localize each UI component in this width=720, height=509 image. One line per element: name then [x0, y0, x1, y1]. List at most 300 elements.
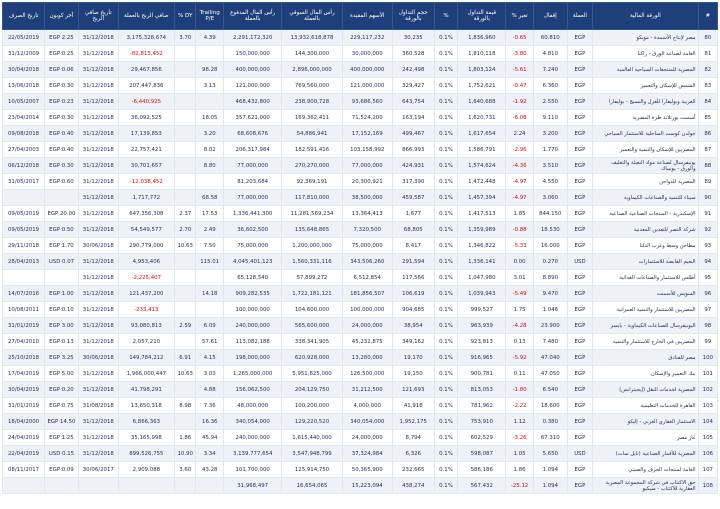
table-cell: 31/12/2018: [78, 334, 118, 350]
table-cell: 30/04/2018: [3, 62, 45, 78]
table-cell: 113,082,188: [224, 334, 282, 350]
table-cell: EGP 0.50: [45, 222, 79, 238]
table-cell: 1,200,000,000: [282, 238, 342, 254]
table-cell: -2,225,407: [118, 270, 174, 286]
table-row[interactable]: [3, 110, 718, 126]
table-cell: 1,617,654: [458, 126, 506, 142]
table-cell: 100: [698, 350, 717, 366]
table-cell: 17.53: [196, 206, 224, 222]
table-cell: 09/05/2019: [3, 222, 45, 238]
table-row[interactable]: [3, 334, 718, 350]
table-cell: 09/05/2019: [3, 206, 45, 222]
table-cell: 0.1%: [434, 142, 458, 158]
table-cell: 80: [698, 30, 717, 46]
table-cell: 909,282,535: [224, 286, 282, 302]
table-cell: 29/11/2018: [3, 238, 45, 254]
table-row[interactable]: [3, 398, 718, 414]
table-cell: EGP 0.13: [45, 334, 79, 350]
table-cell: 30/06/2017: [78, 462, 118, 478]
table-cell: 10.63: [174, 366, 195, 382]
table-row[interactable]: [3, 238, 718, 254]
table-cell: EGP: [567, 46, 593, 62]
table-cell: 107: [698, 462, 717, 478]
table-cell: 17,152,169: [342, 126, 392, 142]
table-cell: EGP 0.23: [45, 94, 79, 110]
table-cell: USD 0.15: [45, 446, 79, 462]
table-cell: 400,000,000: [342, 62, 392, 78]
table-cell: -4.36: [506, 158, 534, 174]
table-cell: EGP: [567, 174, 593, 190]
table-cell: 22/05/2019: [3, 30, 45, 46]
table-cell: 125,914,750: [282, 462, 342, 478]
table-cell: 31/12/2018: [78, 270, 118, 286]
column-header[interactable]: حجم التداول بالورقة: [392, 3, 434, 30]
table-cell: 38,500,000: [342, 190, 392, 206]
table-cell: 22,757,421: [118, 142, 174, 158]
table-row[interactable]: [3, 94, 718, 110]
table-row[interactable]: [3, 270, 718, 286]
table-cell: 45.94: [196, 430, 224, 446]
security-name-cell: المصرية للأقمار الصناعية (نايل سات): [593, 446, 698, 462]
table-cell: 844.150: [533, 206, 567, 222]
table-cell: [3, 190, 45, 206]
column-header[interactable]: إقفال: [533, 3, 567, 30]
table-cell: 240,000,000: [224, 318, 282, 334]
table-cell: -5.49: [506, 286, 534, 302]
table-cell: -12,038,452: [118, 174, 174, 190]
security-name-cell: أسمنت بورتلاند طرة المصرية: [593, 110, 698, 126]
table-cell: 8.02: [196, 142, 224, 158]
table-cell: EGP: [567, 206, 593, 222]
table-cell: 83: [698, 78, 717, 94]
table-cell: 0.1%: [434, 46, 458, 62]
table-cell: 0.1%: [434, 334, 458, 350]
table-cell: 2.550: [533, 94, 567, 110]
table-cell: 400,000,000: [224, 62, 282, 78]
table-cell: 31,968,497: [224, 478, 282, 494]
table-cell: 102: [698, 382, 717, 398]
table-cell: EGP: [567, 78, 593, 94]
table-cell: 16.36: [196, 414, 224, 430]
table-cell: 24,000,000: [342, 318, 392, 334]
table-cell: EGP: [567, 30, 593, 46]
table-cell: 115.01: [196, 254, 224, 270]
table-cell: EGP 0.10: [45, 302, 79, 318]
table-header-row: [3, 3, 718, 30]
table-cell: [174, 478, 195, 494]
table-cell: 09/08/2018: [3, 126, 45, 142]
table-cell: -5.92: [506, 350, 534, 366]
table-cell: EGP 3.00: [45, 318, 79, 334]
table-cell: 0.1%: [434, 206, 458, 222]
table-row[interactable]: [3, 62, 718, 78]
table-cell: 90: [698, 190, 717, 206]
table-cell: 3.13: [196, 78, 224, 94]
table-cell: [174, 158, 195, 174]
table-cell: 3.01: [506, 270, 534, 286]
table-cell: 38,954: [392, 318, 434, 334]
table-cell: 357,621,000: [224, 110, 282, 126]
table-cell: 0.1%: [434, 382, 458, 398]
table-cell: 100,200,000: [282, 398, 342, 414]
table-cell: 567,432: [458, 478, 506, 494]
table-cell: 77,000,000: [342, 158, 392, 174]
table-cell: 92,369,191: [282, 174, 342, 190]
table-row[interactable]: [3, 350, 718, 366]
table-cell: 0.1%: [434, 126, 458, 142]
table-row[interactable]: [3, 142, 718, 158]
table-row[interactable]: [3, 254, 718, 270]
table-cell: 29,467,856: [118, 62, 174, 78]
table-cell: [196, 94, 224, 110]
table-cell: 31/05/2017: [3, 174, 45, 190]
table-cell: 121,693: [392, 382, 434, 398]
table-cell: 1,039,943: [458, 286, 506, 302]
table-cell: EGP 14.50: [45, 414, 79, 430]
table-cell: 0.1%: [434, 174, 458, 190]
security-name-cell: مصر لإنتاج الأسمدة - موبكو: [593, 30, 698, 46]
table-cell: 23.900: [533, 318, 567, 334]
table-cell: [118, 478, 174, 494]
table-cell: -233,413: [118, 302, 174, 318]
table-cell: 31/12/2018: [78, 126, 118, 142]
table-cell: EGP: [567, 62, 593, 78]
table-cell: 8.890: [533, 270, 567, 286]
table-cell: -5.61: [506, 62, 534, 78]
table-cell: 4.15: [196, 350, 224, 366]
table-cell: 16,654,065: [282, 478, 342, 494]
table-cell: 0.1%: [434, 366, 458, 382]
table-cell: 18.530: [533, 222, 567, 238]
table-cell: [174, 414, 195, 430]
table-cell: 31/12/2018: [78, 254, 118, 270]
table-cell: 68,608,676: [224, 126, 282, 142]
table-cell: 121,000,000: [342, 78, 392, 94]
table-cell: 0.1%: [434, 238, 458, 254]
table-cell: 30,701,657: [118, 158, 174, 174]
table-cell: 27/04/2010: [3, 334, 45, 350]
table-row[interactable]: [3, 318, 718, 334]
table-cell: 586,186: [458, 462, 506, 478]
table-cell: 242,498: [392, 62, 434, 78]
table-cell: -0.65: [506, 30, 534, 46]
table-cell: 108: [698, 478, 717, 494]
table-cell: [174, 62, 195, 78]
table-cell: 30/04/2019: [3, 382, 45, 398]
table-cell: 2,909,088: [118, 462, 174, 478]
table-cell: EGP 0.20: [45, 382, 79, 398]
table-cell: USD: [567, 446, 593, 462]
table-cell: 6,866,363: [118, 414, 174, 430]
table-row[interactable]: [3, 190, 718, 206]
security-name-cell: المصريين في الخارج للاستثمار والتنمية: [593, 334, 698, 350]
table-cell: 31/12/2018: [78, 30, 118, 46]
security-name-cell: المصريين للاستثمار والتنمية العمرانية: [593, 302, 698, 318]
table-cell: 19,150: [392, 366, 434, 382]
table-cell: 20,300,921: [342, 174, 392, 190]
security-name-cell: السويس للأسمنت: [593, 286, 698, 302]
table-cell: 2.70: [174, 222, 195, 238]
column-header[interactable]: تاريخ الصرف: [3, 3, 45, 30]
table-row[interactable]: [3, 126, 718, 142]
table-cell: 8.98: [174, 398, 195, 414]
table-cell: 98.28: [196, 62, 224, 78]
table-cell: 91: [698, 206, 717, 222]
table-cell: 1.770: [533, 142, 567, 158]
table-row[interactable]: [3, 222, 718, 238]
table-cell: 13/06/2018: [3, 78, 45, 94]
table-cell: 4,953,406: [118, 254, 174, 270]
table-cell: 68.58: [196, 190, 224, 206]
table-cell: [45, 478, 79, 494]
table-cell: EGP: [567, 190, 593, 206]
table-row[interactable]: [3, 30, 718, 46]
table-cell: 1.05: [506, 446, 534, 462]
table-cell: -0.47: [506, 78, 534, 94]
table-cell: 0.1%: [434, 286, 458, 302]
table-row[interactable]: [3, 206, 718, 222]
table-cell: 0.00: [506, 254, 534, 270]
table-cell: 0.1%: [434, 62, 458, 78]
table-cell: 3.20: [196, 126, 224, 142]
table-cell: 769,560,000: [282, 78, 342, 94]
table-cell: 13,932,618,878: [282, 30, 342, 46]
table-row[interactable]: [3, 414, 718, 430]
table-cell: 13,364,413: [342, 206, 392, 222]
table-row[interactable]: [3, 462, 718, 478]
table-cell: 0.380: [533, 414, 567, 430]
table-cell: 181,856,507: [342, 286, 392, 302]
table-row[interactable]: [3, 158, 718, 174]
table-cell: 31/12/2018: [78, 62, 118, 78]
table-cell: [174, 286, 195, 302]
table-row[interactable]: [3, 382, 718, 398]
table-cell: 17,139,853: [118, 126, 174, 142]
table-cell: 31/12/2018: [78, 382, 118, 398]
table-cell: 0.1%: [434, 430, 458, 446]
table-cell: 14.18: [196, 286, 224, 302]
column-header[interactable]: العملة: [567, 3, 593, 30]
table-cell: 0.1%: [434, 30, 458, 46]
table-cell: 0.1%: [434, 222, 458, 238]
table-cell: 904,685: [392, 302, 434, 318]
table-cell: EGP 1.70: [45, 238, 79, 254]
table-cell: 6.09: [196, 318, 224, 334]
column-header[interactable]: DY %: [174, 3, 195, 30]
table-cell: EGP: [567, 478, 593, 494]
security-name-cell: اليونيفرسال للصناعات الكيماوية - بايسر: [593, 318, 698, 334]
table-cell: 3.510: [533, 158, 567, 174]
table-cell: 31/08/2018: [78, 398, 118, 414]
table-cell: 317,390: [392, 174, 434, 190]
table-row[interactable]: [3, 430, 718, 446]
table-cell: 156,062,500: [224, 382, 282, 398]
table-cell: -2.22: [506, 398, 534, 414]
table-cell: EGP: [567, 238, 593, 254]
table-cell: 100,000,000: [342, 302, 392, 318]
table-cell: 0.1%: [434, 462, 458, 478]
table-cell: 1,966,000,447: [118, 366, 174, 382]
table-cell: 4.810: [533, 46, 567, 62]
table-cell: [3, 270, 45, 286]
table-cell: EGP 0.40: [45, 142, 79, 158]
table-cell: 8,417: [392, 238, 434, 254]
table-cell: -3.26: [506, 430, 534, 446]
table-cell: 25/10/2018: [3, 350, 45, 366]
table-cell: 0.1%: [434, 94, 458, 110]
table-row[interactable]: [3, 286, 718, 302]
table-cell: [174, 190, 195, 206]
table-cell: 77,000,000: [224, 190, 282, 206]
table-cell: 206,317,984: [224, 142, 282, 158]
table-row[interactable]: [3, 446, 718, 462]
table-cell: 43.28: [196, 462, 224, 478]
table-cell: [174, 78, 195, 94]
table-cell: 900,781: [458, 366, 506, 382]
table-cell: [174, 94, 195, 110]
column-header[interactable]: قيمة التداول بالورقة: [458, 3, 506, 30]
table-cell: 813,053: [458, 382, 506, 398]
security-name-cell: سيناء للتنمية والصناعات الكيماوية: [593, 190, 698, 206]
table-cell: 101: [698, 366, 717, 382]
security-name-cell: المصرية للدواجن: [593, 174, 698, 190]
table-cell: 47.040: [533, 350, 567, 366]
table-cell: [174, 142, 195, 158]
table-cell: 6.91: [174, 350, 195, 366]
table-cell: 5,951,825,000: [282, 366, 342, 382]
table-row[interactable]: [3, 46, 718, 62]
security-name-cell: مصر للفنادق: [593, 350, 698, 366]
column-header[interactable]: رأس المال المدفوع بالعملة: [224, 3, 282, 30]
table-cell: [196, 174, 224, 190]
table-cell: 41,918: [392, 398, 434, 414]
table-cell: 101,700,000: [224, 462, 282, 478]
table-cell: 31/12/2018: [78, 78, 118, 94]
table-cell: 0.1%: [434, 110, 458, 126]
table-cell: 87: [698, 142, 717, 158]
table-cell: 88: [698, 158, 717, 174]
table-cell: EGP: [567, 318, 593, 334]
security-name-cell: العامة لمنتجات الخزف والصيني: [593, 462, 698, 478]
security-name-cell: مطاحن وسط وغرب الدلتا: [593, 238, 698, 254]
table-cell: 499,467: [392, 126, 434, 142]
table-cell: 424,931: [392, 158, 434, 174]
table-cell: 117,810,000: [282, 190, 342, 206]
table-cell: 999,527: [458, 302, 506, 318]
table-cell: 84: [698, 94, 717, 110]
table-cell: [174, 270, 195, 286]
column-header[interactable]: الورقة المالية: [593, 3, 698, 30]
table-cell: EGP: [567, 222, 593, 238]
table-row[interactable]: [3, 366, 718, 382]
table-cell: 290,779,000: [118, 238, 174, 254]
table-cell: [196, 302, 224, 318]
column-header[interactable]: صافي الربح بالعملة: [118, 3, 174, 30]
table-cell: -4.28: [506, 318, 534, 334]
column-header[interactable]: رأس المال السوقي بالعملة: [282, 3, 342, 30]
security-name-cell: شركة النصر للتعدين المعدنية: [593, 222, 698, 238]
table-cell: 37,324,984: [342, 446, 392, 462]
table-cell: 0.270: [533, 254, 567, 270]
table-cell: [45, 270, 79, 286]
table-cell: 31/12/2018: [78, 46, 118, 62]
table-cell: 14/07/2016: [3, 286, 45, 302]
table-cell: EGP 20.00: [45, 206, 79, 222]
table-row[interactable]: [3, 174, 718, 190]
table-cell: 0.1%: [434, 350, 458, 366]
table-cell: EGP: [567, 126, 593, 142]
table-body: [3, 30, 718, 494]
table-cell: 349,162: [392, 334, 434, 350]
column-header[interactable]: آخر كوبون: [45, 3, 79, 30]
table-cell: 99: [698, 334, 717, 350]
table-cell: 31/12/2018: [78, 206, 118, 222]
table-cell: 60.810: [533, 30, 567, 46]
table-cell: 48,000,000: [224, 398, 282, 414]
table-row[interactable]: [3, 478, 718, 494]
table-cell: EGP 0.06: [45, 62, 79, 78]
column-header[interactable]: الأسهم المقيدة: [342, 3, 392, 30]
table-cell: 7.50: [196, 238, 224, 254]
table-cell: 67.310: [533, 430, 567, 446]
table-cell: 598,087: [458, 446, 506, 462]
table-cell: 182,591,416: [282, 142, 342, 158]
table-cell: 31/12/2018: [78, 446, 118, 462]
table-cell: 468,432,800: [224, 94, 282, 110]
table-cell: 30,000,000: [342, 46, 392, 62]
table-cell: 47.050: [533, 366, 567, 382]
table-cell: 1.12: [506, 414, 534, 430]
table-cell: 963,939: [458, 318, 506, 334]
table-cell: 89: [698, 174, 717, 190]
table-cell: 18.05: [196, 110, 224, 126]
table-cell: -2.96: [506, 142, 534, 158]
security-name-cell: غاز مصر: [593, 430, 698, 446]
table-cell: 204,129,750: [282, 382, 342, 398]
table-cell: 31/12/2018: [78, 366, 118, 382]
table-row[interactable]: [3, 302, 718, 318]
table-cell: 57,899,272: [282, 270, 342, 286]
table-cell: 647,356,308: [118, 206, 174, 222]
table-cell: 23/04/2014: [3, 110, 45, 126]
table-cell: 54,549,577: [118, 222, 174, 238]
table-cell: [196, 478, 224, 494]
column-header[interactable]: Trailing P/E: [196, 3, 224, 30]
table-cell: 45,232,875: [342, 334, 392, 350]
table-row[interactable]: [3, 78, 718, 94]
column-header[interactable]: تاريخ صافي الربح: [78, 3, 118, 30]
table-cell: 150,000,000: [224, 46, 282, 62]
table-cell: [196, 46, 224, 62]
table-cell: EGP 0.40: [45, 126, 79, 142]
column-header[interactable]: تغير %: [506, 3, 534, 30]
column-header[interactable]: #: [698, 3, 717, 30]
table-cell: 7,320,500: [342, 222, 392, 238]
table-cell: [174, 174, 195, 190]
table-cell: 0.11: [506, 366, 534, 382]
table-cell: 28/04/2013: [3, 254, 45, 270]
table-cell: 149,784,212: [118, 350, 174, 366]
table-cell: EGP 0.30: [45, 78, 79, 94]
table-cell: 135,648,865: [282, 222, 342, 238]
security-name-cell: المصريين للإسكان والتنمية والتعمير: [593, 142, 698, 158]
security-name-cell: المصرية للمنتجعات السياحية العالمية: [593, 62, 698, 78]
table-cell: 06/12/2018: [3, 158, 45, 174]
table-cell: 1,359,989: [458, 222, 506, 238]
table-cell: EGP: [567, 366, 593, 382]
table-cell: 229,117,232: [342, 30, 392, 46]
column-header[interactable]: %: [434, 3, 458, 30]
